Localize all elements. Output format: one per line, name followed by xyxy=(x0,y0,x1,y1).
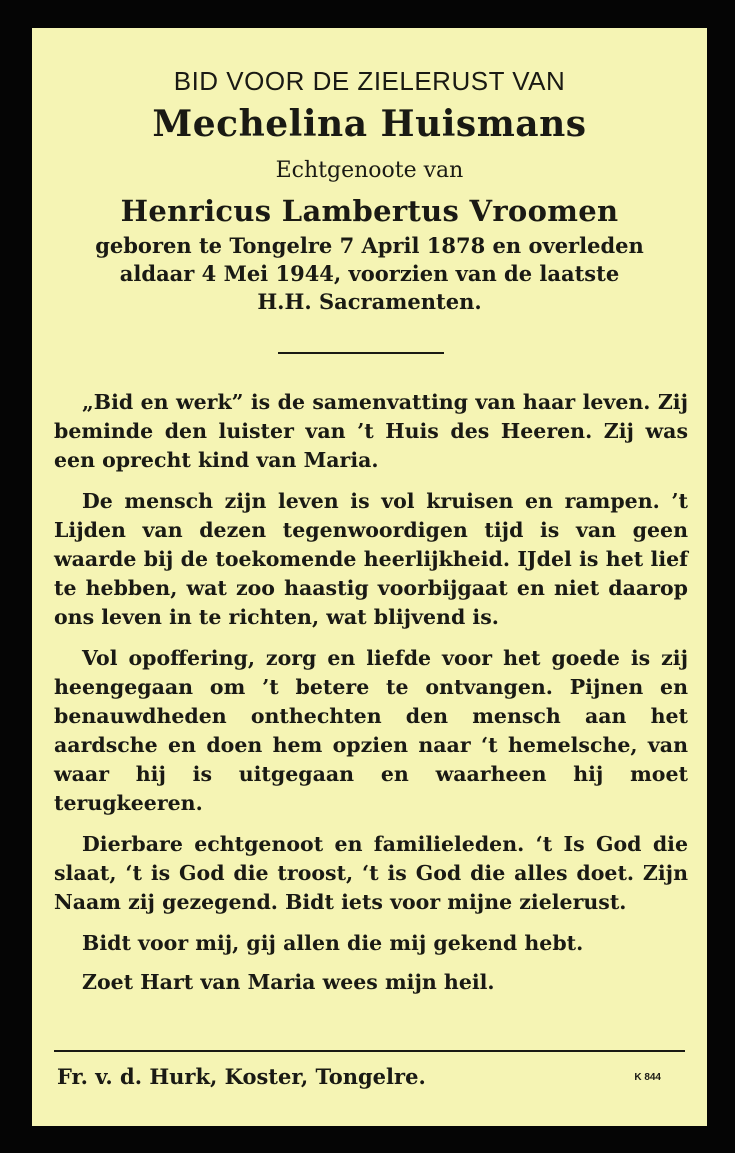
relation-label: Echtgenoote van xyxy=(275,158,464,183)
memorial-card xyxy=(32,28,707,1126)
print-code: K 844 xyxy=(634,1072,661,1083)
header-divider xyxy=(278,352,444,354)
printer-credit: Fr. v. d. Hurk, Koster, Tongelre. xyxy=(57,1064,426,1089)
bio-line-3: H.H. Sacramenten. xyxy=(257,289,482,314)
deceased-name: Mechelina Huismans xyxy=(152,103,587,145)
card-header xyxy=(32,64,707,316)
paragraph: Dierbare echtgenoot en familieleden. ‘t Is God die slaat, ‘t is God die troost, ‘t is God die alles doet. Zijn Naam zij gezegend. Bidt iets voor mijne zielerust. xyxy=(54,832,688,914)
closing-prayer-1: Bidt voor mij, gij allen die mij gekend hebt. xyxy=(82,931,584,955)
closing-prayer-2: Zoet Hart van Maria wees mijn heil. xyxy=(82,970,495,994)
footer-divider xyxy=(54,1050,685,1052)
paragraph: „Bid en werk” is de samenvatting van haar leven. Zij beminde den luister van ’t Huis des Heeren. Zij was een oprecht kind van Maria. xyxy=(54,390,688,472)
bio-line-1: geboren te Tongelre 7 April 1878 en overleden xyxy=(95,233,644,258)
paragraph: Vol opoffering, zorg en liefde voor het goede is zij heengegaan om ’t betere te ontvangen. Pijnen en benauwdheden onthechten den mensch aan het aardsche en doen hem opzien naar ‘t hemelsche, van waar hij is uitgegaan en waarheen hij moet terugkeeren. xyxy=(54,646,688,815)
card-body xyxy=(54,388,688,1007)
spouse-name: Henricus Lambertus Vroomen xyxy=(120,194,619,228)
paragraph: De mensch zijn leven is vol kruisen en rampen. ’t Lijden van dezen tegenwoordigen tijd is van geen waarde bij de toekomende heerlijkheid. IJdel is het lief te hebben, wat zoo haastig voorbijgaat en niet daarop ons leven in te richten, wat blijvend is. xyxy=(54,489,688,629)
prayer-heading: BID VOOR DE ZIELERUST VAN xyxy=(173,66,566,96)
bio-line-2: aldaar 4 Mei 1944, voorzien van de laatste xyxy=(119,261,620,286)
